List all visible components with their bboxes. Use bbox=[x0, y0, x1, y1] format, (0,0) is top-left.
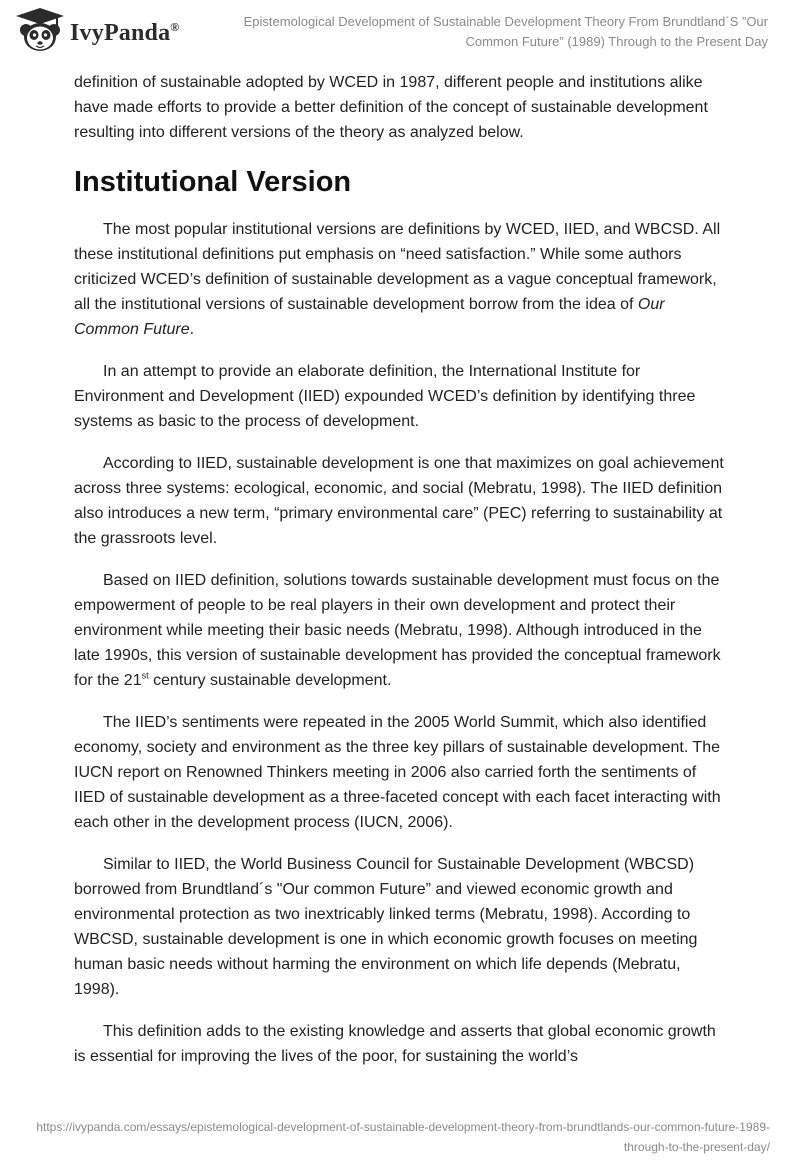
panda-graduate-icon bbox=[12, 6, 68, 56]
paragraph-6: Similar to IIED, the World Business Council for Sustainable Development (WBCSD) borrowed from Brundtland´s "Our common Future” and viewed economic growth and environmental protection as two inextricably linked terms (Mebratu, 1998). According to WBCSD, sustainable development is one in which economic growth focuses on meeting human basic needs without harming the environment on which life depends (Mebratu, 1998). bbox=[74, 856, 698, 998]
paragraph-7: This definition adds to the existing knowledge and asserts that global economic growth is essential for improving the lives of the poor, for sustaining the world’s bbox=[74, 1023, 716, 1065]
registered-mark: ® bbox=[170, 19, 180, 34]
paragraph-5: The IIED’s sentiments were repeated in the 2005 World Summit, which also identified economy, society and environment as the three key pillars of sustainable development. The IUCN report on Renowned Thinkers meeting in 2006 also carried forth the sentiments of IIED of sustainable development as a three-faceted concept with each facet interacting with each other in the development process (IUCN, 2006). bbox=[74, 714, 721, 831]
document-title: Epistemological Development of Sustainable Development Theory From Brundtland´S ”Our Common Future” (1989) Through to the Present Day bbox=[243, 14, 768, 49]
page-header bbox=[0, 0, 800, 60]
essay-body bbox=[74, 70, 726, 1086]
source-url[interactable]: https://ivypanda.com/essays/epistemological-development-of-sustainable-development-theory-from-brundtlands-our-common-future-1989-through-to-the-present-day/ bbox=[36, 1120, 770, 1154]
paragraph-2: In an attempt to provide an elaborate definition, the International Institute for Environment and Development (IIED) expounded WCED’s definition by identifying three systems as basic to the process of development. bbox=[74, 363, 696, 430]
paragraph-4: Based on IIED definition, solutions towards sustainable development must focus on the empowerment of people to be real players in their own development and protect their environment while meeting their basic needs (Mebratu, 1998). Although introduced in the late 1990s, this version of sustainable development has provided the conceptual framework for the 21st century sustainable development. bbox=[74, 572, 721, 689]
ordinal-suffix: st bbox=[141, 670, 149, 681]
intro-paragraph: definition of sustainable adopted by WCED in 1987, different people and institutions alike have made efforts to provide a better definition of the concept of sustainable development resulting into different versions of the theory as analyzed below. bbox=[74, 74, 708, 141]
book-title: Our Common Future bbox=[74, 296, 665, 338]
logo-text: IvyPanda® bbox=[70, 19, 180, 46]
paragraph-1: The most popular institutional versions are definitions by WCED, IIED, and WBCSD. All these institutional definitions put emphasis on “need satisfaction.” While some authors criticized WCED’s definition of sustainable development as a vague conceptual framework, all the institutional versions of sustainable development borrow from the idea of Our Common Future. bbox=[74, 221, 721, 338]
paragraph-3: According to IIED, sustainable development is one that maximizes on goal achievement across three systems: ecological, economic, and social (Mebratu, 1998). The IIED definition also introduces a new term, “primary environmental care” (PEC) referring to sustainability at the grassroots level. bbox=[74, 455, 724, 547]
ivypanda-logo[interactable] bbox=[12, 6, 179, 56]
section-heading: Institutional Version bbox=[74, 166, 352, 198]
